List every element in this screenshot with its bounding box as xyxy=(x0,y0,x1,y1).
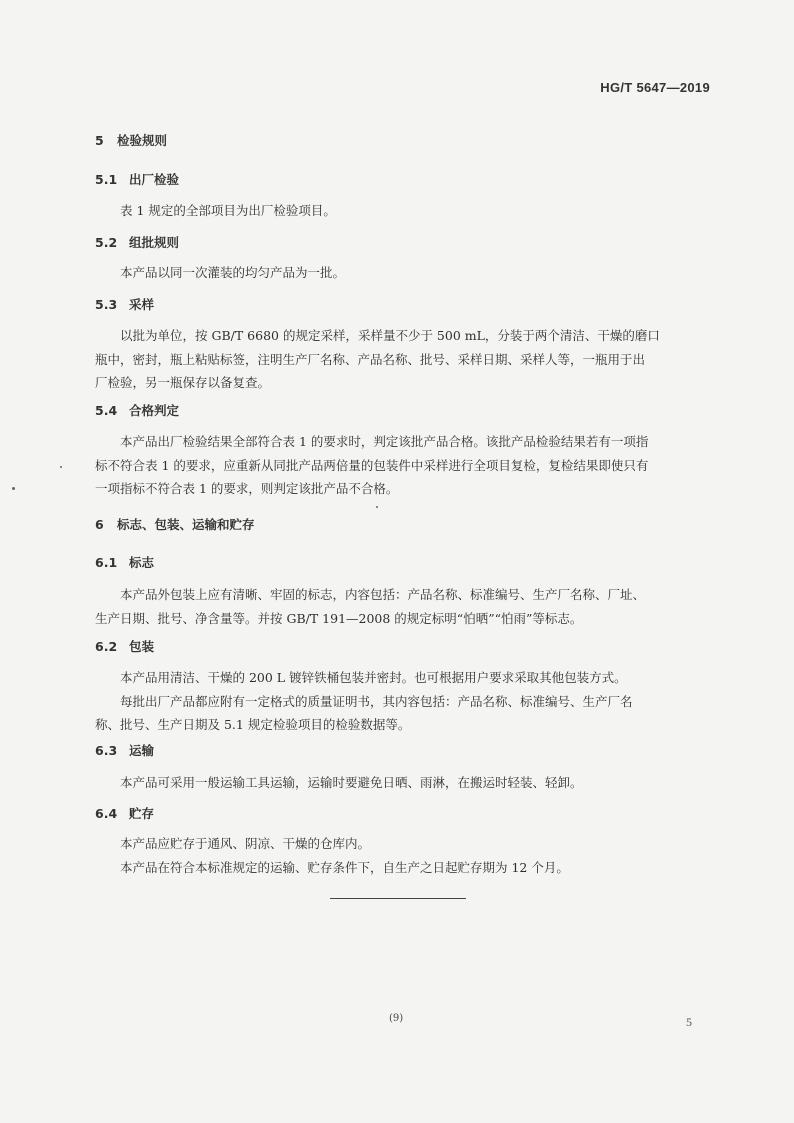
paragraph-line: 本产品以同一次灌装的均匀产品为一批。 xyxy=(120,265,346,280)
section-5-4-heading xyxy=(95,401,179,419)
paragraph-line: 本产品可采用一般运输工具运输，运输时要避免日晒、雨淋，在搬运时轻装、轻卸。 xyxy=(120,775,583,790)
section-number: 6.3 xyxy=(95,743,118,758)
scan-speck xyxy=(376,506,378,508)
section-5-1-body xyxy=(95,199,710,223)
section-title: 采样 xyxy=(129,297,155,312)
section-5-heading xyxy=(95,131,167,149)
paragraph-line: 瓶中，密封，瓶上粘贴标签，注明生产厂名称、产品名称、批号、采样日期、采样人等，一瓶用于出 xyxy=(95,351,646,367)
page-number: 5 xyxy=(686,1015,692,1029)
paragraph-line: 本产品出厂检验结果全部符合表 1 的要求时，判定该批产品合格。该批产品检验结果若有一项指 xyxy=(120,434,649,449)
section-title: 组批规则 xyxy=(129,235,180,250)
section-number: 6 xyxy=(95,517,104,532)
center-footer-mark: (9) xyxy=(389,1013,404,1024)
section-5-2-body xyxy=(95,261,710,285)
paragraph-line: 本产品在符合本标准规定的运输、贮存条件下，自生产之日起贮存期为 12 个月。 xyxy=(120,859,569,875)
scan-speck xyxy=(60,466,62,468)
section-6-2-body xyxy=(95,666,710,737)
section-title: 合格判定 xyxy=(129,403,180,418)
scan-speck xyxy=(12,487,15,490)
section-6-1-heading xyxy=(95,553,154,571)
section-number: 5.3 xyxy=(95,297,118,312)
paragraph-line: 本产品用清洁、干燥的 200 L 镀锌铁桶包装并密封。也可根据用户要求采取其他包装方式。 xyxy=(120,670,627,685)
section-5-4-body xyxy=(95,430,710,501)
paragraph-line: 本产品应贮存于通风、阴凉、干燥的仓库内。 xyxy=(120,836,371,851)
section-title: 出厂检验 xyxy=(129,172,180,187)
section-title: 包装 xyxy=(129,639,155,654)
section-6-heading xyxy=(95,515,255,533)
section-6-3-heading xyxy=(95,741,154,759)
section-number: 6.4 xyxy=(95,806,118,821)
section-number: 5.2 xyxy=(95,235,118,250)
section-5-1-heading xyxy=(95,170,179,188)
section-title: 标志 xyxy=(129,555,155,570)
section-5-3-body xyxy=(95,324,710,395)
section-number: 6.2 xyxy=(95,639,118,654)
section-5-3-heading xyxy=(95,295,154,313)
section-5-2-heading xyxy=(95,233,179,251)
end-rule-divider xyxy=(330,898,466,899)
section-title: 检验规则 xyxy=(117,133,168,148)
section-number: 5.1 xyxy=(95,172,118,187)
paragraph-line: 一项指标不符合表 1 的要求，则判定该批产品不合格。 xyxy=(95,481,399,496)
section-number: 5 xyxy=(95,133,104,148)
paragraph-line: 每批出厂产品都应附有一定格式的质量证明书，其内容包括：产品名称、标准编号、生产厂名 xyxy=(120,693,633,709)
section-6-3-body xyxy=(95,771,710,795)
section-6-4-heading xyxy=(95,804,154,822)
section-number: 5.4 xyxy=(95,403,118,418)
section-title: 标志、包装、运输和贮存 xyxy=(117,517,255,532)
paragraph-line: 称、批号、生产日期及 5.1 规定检验项目的检验数据等。 xyxy=(95,717,411,732)
section-6-1-body xyxy=(95,583,710,630)
section-title: 运输 xyxy=(129,743,155,758)
section-6-2-heading xyxy=(95,637,154,655)
paragraph-line: 标不符合表 1 的要求，应重新从同批产品两倍量的包装件中采样进行全项目复检，复检结果即使只有 xyxy=(95,457,649,473)
paragraph-line: 以批为单位，按 GB/T 6680 的规定采样，采样量不少于 500 mL，分装于两个清洁、干燥的磨口 xyxy=(120,328,660,343)
section-title: 贮存 xyxy=(129,806,155,821)
section-6-4-body xyxy=(95,832,710,879)
section-number: 6.1 xyxy=(95,555,118,570)
paragraph-line: 厂检验，另一瓶保存以备复查。 xyxy=(95,375,271,390)
paragraph-line: 表 1 规定的全部项目为出厂检验项目。 xyxy=(120,203,336,218)
standard-number-header: HG/T 5647—2019 xyxy=(600,80,710,95)
paragraph-line: 本产品外包装上应有清晰、牢固的标志，内容包括：产品名称、标准编号、生产厂名称、厂址、 xyxy=(120,587,646,602)
paragraph-line: 生产日期、批号、净含量等。并按 GB/T 191—2008 的规定标明“怕晒”“怕雨”等标志。 xyxy=(95,610,583,626)
